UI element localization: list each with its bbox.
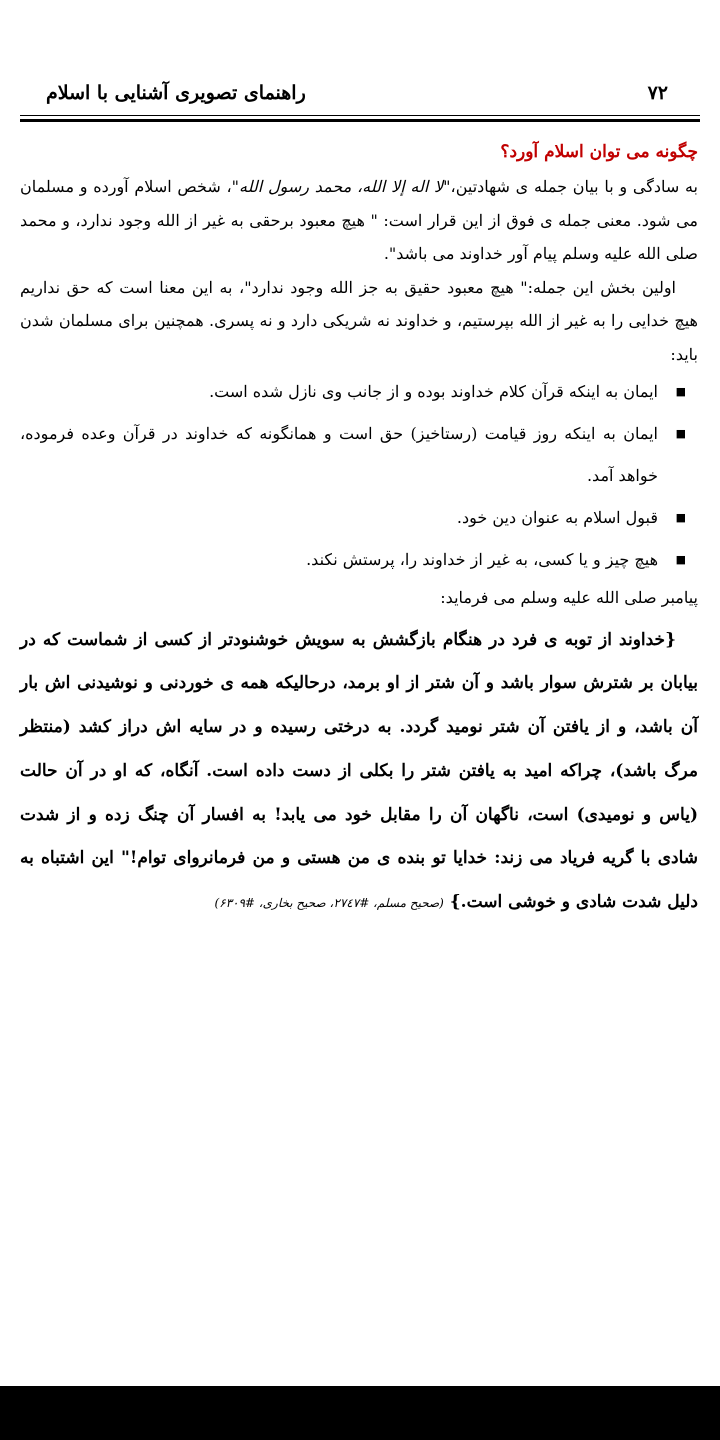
bullet-square-icon: ■ — [675, 511, 686, 524]
list-item — [20, 497, 686, 539]
section-heading: چگونه می توان اسلام آورد؟ — [500, 142, 698, 162]
bullet-square-icon: ■ — [675, 553, 686, 566]
list-item-text: ایمان به اینکه قرآن کلام خداوند بوده و از جانب وی نازل شده است. — [209, 382, 658, 401]
shahada-phrase: لا اله إلا الله، محمد رسول الله — [239, 177, 444, 196]
list-item-text: ایمان به اینکه روز قیامت (رستاخیز) حق است و همانگونه که خداوند در قرآن وعده فرموده، خواهد آمد. — [20, 424, 658, 485]
list-item — [20, 539, 686, 581]
paragraph-shahada — [20, 170, 698, 271]
system-navigation-bar — [0, 1386, 720, 1440]
paragraph-shahada-intro: به سادگی و با بیان جمله ی شهادتین،" — [443, 177, 698, 196]
hadith-quote — [20, 619, 698, 927]
hadith-quote-text: {خداوند از توبه ی فرد در هنگام بازگشش به سویش خوشنودتر از کسی از شماست که در بیابان بر شترش سوار باشد و آن شتر از او برمد، درحالیکه همه ی خوردنی و نوشیدنی اش بار آن باشد، و از یافتن آن شتر نومید گردد. به درختی رسیده و در سایه اش دراز کشد (منتظر مرگ باشد)، چراکه امید به یافتن شتر را بکلی از دست داده است. آنگاه، که او در آن حالت (یاس و نومیدی) است، ناگهان آن را مقابل خود می یابد! به افسار آن چنگ زده و از شدت شادی با گریه فریاد می زند: خدایا تو بنده ی من هستی و من فرمانروای توام!" این اشتباه به دلیل شدت شادی و خوشی است.} — [20, 629, 698, 913]
header-rule-thick — [20, 119, 700, 122]
list-item-text: هیچ چیز و یا کسی، به غیر از خداوند را، پرستش نکند. — [306, 550, 658, 569]
list-item — [20, 413, 686, 497]
bullet-square-icon: ■ — [675, 427, 686, 440]
hadith-citation: (صحیح مسلم، #۲۷٤۷، صحیح بخاری، #۶۳۰۹) — [214, 896, 444, 911]
bullet-square-icon: ■ — [675, 385, 686, 398]
list-item — [20, 371, 686, 413]
page-content — [20, 138, 698, 926]
running-header — [20, 80, 700, 116]
requirements-list — [20, 371, 698, 581]
list-item-text: قبول اسلام به عنوان دین خود. — [456, 508, 658, 527]
paragraph-prophet-says: پیامبر صلی الله علیه وسلم می فرماید: — [440, 588, 698, 607]
paragraph-first-part: اولین بخش این جمله:" هیچ معبود حقیق به جز الله وجود ندارد"، به این معنا است که حق نداریم هیچ خدایی را به غیر از الله بپرستیم، و خداوند نه شریکی دارد و نه پسری. همچنین برای مسلمان شدن باید: — [20, 277, 698, 364]
book-title: راهنمای تصویری آشنایی با اسلام — [46, 82, 306, 104]
paragraph-shahada-rest: "، شخص اسلام آورده و مسلمان می شود. معنی جمله ی فوق از این قرار است: " هیچ معبود برحقی به غیر از الله وجود ندارد، و محمد صلی الله علیه وسلم پیام آور خداوند می باشد". — [20, 177, 699, 263]
page-number: ۷۲ — [647, 82, 668, 104]
header-rule-thin — [20, 115, 700, 116]
